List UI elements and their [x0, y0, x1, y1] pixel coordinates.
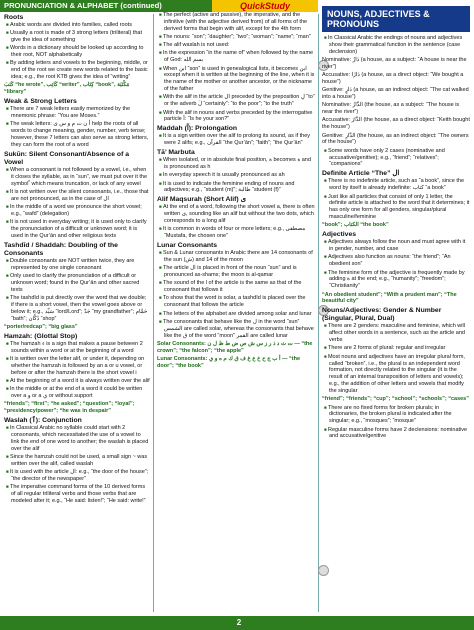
column-divider — [153, 14, 154, 612]
list-item: ■ The perfect (active and passive), the imperative, and the infinitive (with the adjective derived from) of all forms of the derived forms that begin with alif, except for the 4th form — [157, 12, 315, 33]
list-item: ■ In Classical Arabic the endings of nouns and adjectives show their grammatical function in the sentence (case declension) — [322, 35, 470, 56]
list-item: ■ Since the hamzah could not be used, a small sign ~ was written over the alif, called waslah — [4, 454, 150, 468]
list-item: ■ The weak letters: أ ن ت م و س ى help the roots of all words to change meaning, gender, number, verb tense; however, these 7 letters can also serve as strong letters, they can form the root of a word — [4, 121, 150, 149]
list-item: ■ There are 7 weak letters easily memorized by the mnemonic phrase: “You are Moses.” — [4, 106, 150, 120]
list-item: ■ It is a sign written over the alif to prolong its sound, as if they were 2 alifs; e.g., القرآن “the Qur’ān”; “faith”; “the Qur’ān” — [157, 133, 315, 147]
list-item: ■ It is not written over the silent consonants, i.e., those that are not pronounced, as in the case of ال — [4, 189, 150, 203]
list-item: Nominative: دَارٌ (a house, as a subject: “A house is near the river”) — [322, 57, 467, 70]
list-item: ■ The consonants that behave like the ل in the word “sun” الشمس are called solar, whereas the consonants that behave like the ق of the word “moon” القمر are called lunar — [157, 319, 315, 340]
column-2 — [157, 12, 315, 612]
list-item: ■ There are 2 genders: masculine and feminine, which will affect other words in a sentence, such as the article and verbs — [322, 323, 470, 344]
section-title: Tā’ Marbuta — [157, 149, 195, 157]
list-item: ■ The nouns: “son”; “daughter”; “two”; “woman”; “name”; “man” — [157, 34, 315, 41]
section-title: Weak & Strong Letters — [4, 98, 77, 106]
section-title: Adjectives — [322, 231, 357, 239]
list-item: ■ Just like all particles that consist of only 1 letter, the definite article is attached to the word that it determines; it has only one form for all genders, singular/plural masculine/feminine — [322, 194, 470, 222]
list-item: ■ In the middle or at the end of a word it could be written over a و or a ي or without support — [4, 386, 150, 400]
list-item: ■ Usually a root is made of 3 strong letters (triliteral) that give the idea of something — [4, 30, 150, 44]
list-item: ■ When isolated, or in absolute final position, ة becomes ة and is pronounced as h — [157, 157, 315, 171]
example-text: “friend”; “friends”; “cup”; “school”; “schools”; “cases” — [322, 396, 469, 403]
list-item: Nominative: الدَّارُ (the house, as a subject: “The house is near the river”) — [322, 102, 460, 116]
list-item: ■ It is written over the letter alif, or under it, depending on whether the hamzah is followed by an a or u vowel, or before or after the hamzah there is the short vowel i — [4, 356, 150, 377]
section-title: Sukūn: Silent Consonant/Absence of a Vowel — [4, 150, 129, 166]
section-title: Maddah (آ): Prolongation — [157, 125, 238, 133]
list-item: ■ The imperative command forms of the 10 derived forms of all regular triliteral verbs and those verbs that are modeled after it; e.g., “He said: listen!”; “He said: write!” — [4, 484, 150, 505]
list-item: ■ The hamzah ء is a sign that makes a pause between 2 sounds within a word or at the beginning of a word — [4, 341, 150, 355]
list-item: Genitive: الدَّارِ (the house, as an indirect object: “The owners of the house”) — [322, 132, 469, 146]
example-text: “book”; الكتاب “the book” — [322, 222, 389, 229]
list-item: ■ Some words have only 2 cases (nominative and accusative/genitive); e.g., “friend”; “relatives”; “companions” — [322, 148, 470, 169]
section-title: Tashdīd / Shaddah: Doubling of the Consonants — [4, 241, 118, 257]
list-item: ■ In the expression “in the name of” when followed by the name of God: بسم الله — [157, 50, 315, 64]
section-title: Nouns/Adjectives: Gender & Number (Singular, Plural, Dual) — [322, 307, 442, 323]
column-3 — [322, 6, 470, 612]
list-item: ■ The feminine form of the adjective is frequently made by adding ة at the end; e.g., “humanity”; “freedom”; “Christianity” — [322, 270, 470, 291]
list-item: ■ Arabic words are divided into families, called roots — [4, 22, 150, 29]
section-title: Alif Maqsurah (Short Alif) ى — [157, 196, 246, 204]
list-item: Genitive: دَارٍ (a house, as an indirect object: “The cat walked into a house”) — [322, 87, 469, 101]
list-item: ■ The letters of the alphabet are divided among solar and lunar — [157, 311, 315, 318]
list-item: ■ Most nouns and adjectives have an irregular plural form, called “broken”, i.e., the plural is an independent word formation, not directly related to the singular (it is the result of an internal transposition of letters and vowels); e.g., the addition of other letters and vowels that modify the singular — [322, 354, 470, 395]
section-banner: NOUNS, ADJECTIVES & PRONOUNS — [322, 6, 470, 32]
section-title: Roots — [4, 14, 24, 21]
list-item: ■ It is used to indicate the feminine ending of nouns and adjectives; e.g., “student (m)”; طالبة “student (f)” — [157, 181, 315, 195]
list-item: ■ The alif waslah is not used: — [157, 42, 315, 49]
brand-logo: QuickStudy — [212, 0, 318, 12]
list-item: ■ By adding letters and vowels to the beginning, middle, or end of the root we create new words related to the basic idea; e.g., the root KTB gives the idea of “writing” — [4, 60, 150, 81]
list-item: ■ With the alif in nouns and verbs preceded by the interrogative particle أ: “Is he your son?” — [157, 110, 315, 124]
list-item: ■ Words in a dictionary should be looked up according to their root, NOT alphabetically — [4, 45, 150, 59]
header-title: PRONUNCIATION & ALPHABET (continued) — [4, 1, 162, 10]
list-item: ■ The article ال is placed in front of the noun “sun” and is pronounced as-shams; the moon is al-qamar — [157, 265, 315, 279]
example-text: Lunar Consonants: أ ب ج ح خ ع غ ف ق ك م ه و ي — “the door”; “the book” — [157, 355, 301, 369]
section-title: Lunar Consonants — [157, 242, 218, 250]
list-item: ■ Double consonants are NOT written twice, they are represented by one single consonant — [4, 258, 150, 272]
list-item: ■ In Classical Arabic no syllable could start with 2 consonants, which necessitated the use of a vowel to link the end of one word to another; the waslah is placed over the alif — [4, 425, 150, 453]
example-text: “An obedient student”; “With a prudent man”; “The beautiful city” — [322, 291, 457, 305]
list-item: ■ In the middle of a word we pronounce the short vowel; e.g., “wafd” (delegation) — [4, 204, 150, 218]
list-item: ■ In everyday speech it is usually pronounced as ah — [157, 172, 315, 179]
list-item: Accusative: دَارًا (a house, as a direct object: “We bought a house”) — [322, 72, 464, 86]
list-item: ■ Regular masculine forms have 2 declensions: nominative and accusative/genitive — [322, 427, 470, 441]
list-item: ■ At the beginning of a word it is always written over the alif — [4, 378, 150, 385]
list-item: ■ The sound of the l of the article is the same as that of the consonant that follows it — [157, 280, 315, 294]
list-item: ■ With the alif in the article ال preceded by the preposition لِ “to” or the adverb لَ “certainly”: “to the poor”; “to the truth” — [157, 94, 315, 108]
list-item: ■ There are 2 forms of plural: regular and irregular — [322, 345, 470, 352]
list-item: ■ It is common in words of four or more letters; e.g., مصطفى “Mustafa, the chosen one” — [157, 226, 315, 240]
example-text: كَتَبَ “he wrote”, كَاتِب “writer”, كِتَاب “book”, مَكْتَبَة “library” — [4, 82, 130, 96]
list-item: ■ There are no fixed forms for broken plurals; in dictionaries, the broken plural is indicated after the singular; e.g., “mosques”; “mosque” — [322, 405, 470, 426]
list-item: ■ It is not used in everyday writing; it is used only to clarify the pronunciation of a difficult or unknown word; it is used in the Qur’ān and other religious texts — [4, 219, 150, 240]
section-title: Definite Article “The” ال — [322, 170, 400, 178]
list-item: ■ Only used to clarify the pronunciation of a difficult or unknown word; found in the Qur’ān and other sacred texts — [4, 273, 150, 294]
list-item: Accusative: الدَّارَ (the house, as a direct object: “Keith bought the house”) — [322, 117, 470, 131]
example-text: “friends”; “first”; “he asked”; “question”; “loyal”; “presidency/power”; “he was in despair” — [4, 401, 135, 415]
section-title: Hamzah: (Glottal Stop) — [4, 332, 78, 340]
list-item: ■ It is used with the article ال: e.g., “the door of the house”; “the director of the newspaper” — [4, 469, 150, 483]
example-text: “porter/redcap”; “big glass” — [4, 323, 78, 330]
column-1 — [4, 12, 150, 612]
list-item: ■ When a consonant is not followed by a vowel, i.e., when it closes the syllable, as in “sun”, we must put over it the symbol ْ which means truncation, or lack of any vowel — [4, 167, 150, 188]
list-item: ■ Adjectives always follow the noun and must agree with it in gender, number, and case — [322, 239, 470, 253]
list-item: ■ To show that the word is solar, a tashdīd is placed over the consonant that follows the article — [157, 295, 315, 309]
example-text: Solar Consonants: ت ث د ذ ر ز س ش ص ض ط ظ ل ن — “the crown”; “the falcon”; “the apple” — [157, 340, 313, 354]
list-item: ■ There is no indefinite article, such as “a book”, since the word by itself is already indefinite: كتاب “a book” — [322, 178, 470, 192]
page-number: 2 — [236, 618, 242, 627]
list-item: ■ Sun & Lunar consonants in Arabic there are 14 consonants of the sun (ش) and 14 of the moon — [157, 250, 315, 264]
list-item: ■ When ابن “son” is used in genealogical lists, it becomes ابن except when it is written at the beginning of the line, when it is the name of the mother or another ancestor, or the nickname of the father — [157, 66, 315, 94]
list-item: ■ The tashdīd is put directly over the word that we double; if there is a short vowel, then the vowel goes above or below it; e.g., سَيِّد “lord/Lord”; جَدّ “my grandfather”; حَمَّام “bath”; دُكَّان “shop” — [4, 295, 150, 323]
list-item: ■ At the end of a word, following the short vowel a, there is often written ى, sounding like an alif but without the two dots, which corresponds to a long alif — [157, 204, 315, 225]
section-title: Waslah (ٱ): Conjunction — [4, 417, 82, 425]
list-item: ■ Adjectives also function as nouns: “the friend”; “An obedient son” — [322, 254, 470, 268]
